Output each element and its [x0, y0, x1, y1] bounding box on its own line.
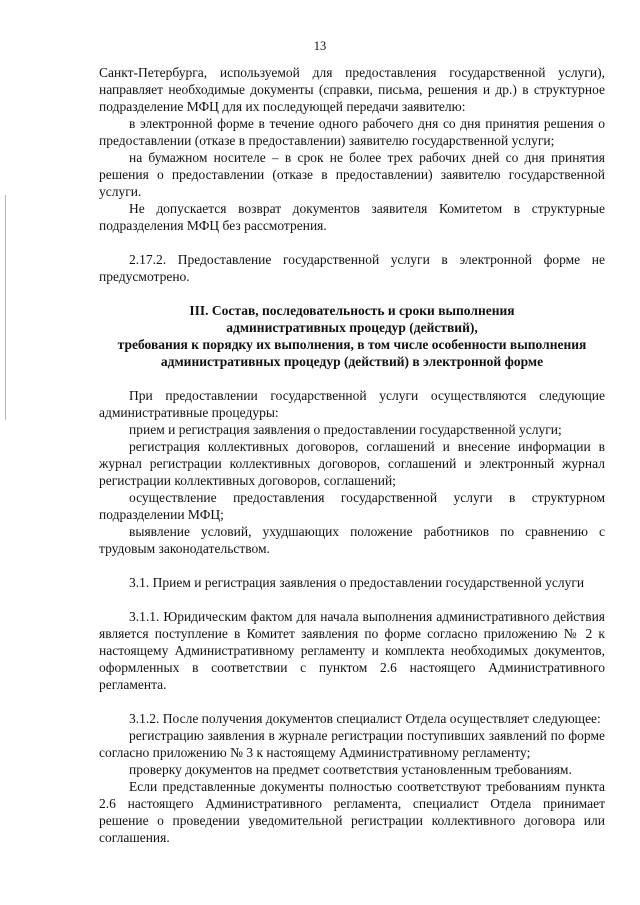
paragraph: на бумажном носителе – в срок не более трех рабочих дней со дня принятия решения о предоставлении (отказе в предоставлении) заявителю государственной услуги.: [99, 150, 605, 199]
procedure-item: выявление условий, ухудшающих положение работников по сравнению с трудовым законодательством.: [99, 524, 605, 556]
procedure-item: прием и регистрация заявления о предоставлении государственной услуги;: [129, 422, 562, 437]
paragraph-3-1-2: 3.1.2. После получения документов специалист Отдела осуществляет следующее:: [129, 711, 601, 726]
section-heading-line: административных процедур (действий),: [226, 320, 478, 335]
section-heading-line: административных процедур (действий) в электронной форме: [160, 354, 544, 369]
procedures-intro: При предоставлении государственной услуги осуществляются следующие административные процедуры:: [99, 388, 605, 420]
page-edge-line: [5, 195, 6, 420]
page-number: 13: [313, 39, 327, 53]
step-item: регистрацию заявления в журнале регистрации поступивших заявлений по форме согласно приложению № 3 к настоящему Административному регламенту;: [99, 728, 605, 760]
paragraph: Если представленные документы полностью соответствуют требованиям пункта 2.6 настоящего Административного регламента, специалист Отдела принимает решение о проведении уведомительной регистрации коллективного договора или соглашения.: [99, 779, 605, 845]
paragraph-2-17-2: 2.17.2. Предоставление государственной услуги в электронной форме не предусмотрено.: [99, 252, 605, 284]
section-heading: [99, 302, 605, 370]
paragraph-3-1-1: 3.1.1. Юридическим фактом для начала выполнения административного действия является поступление в Комитет заявления по форме согласно приложению № 2 к настоящему Административному регламенту и комплекта необходимых документов, оформленных в соответствии с пунктом 2.6 настоящего Административного регламента.: [99, 609, 605, 692]
procedure-item: регистрация коллективных договоров, соглашений и внесение информации в журнал регистрации коллективных договоров, соглашений и электронный журнал регистрации коллективных договоров, соглашений;: [99, 439, 605, 488]
procedure-item: осуществление предоставления государственной услуги в структурном подразделении МФЦ;: [99, 490, 605, 522]
paragraph: Санкт-Петербурга, используемой для предоставления государственной услуги), направляет необходимые документы (справки, письма, решения и др.) в структурное подразделение МФЦ для их последующей передачи заявителю:: [99, 65, 605, 114]
document-body: [99, 64, 605, 846]
paragraph: Не допускается возврат документов заявителя Комитетом в структурные подразделения МФЦ без рассмотрения.: [99, 201, 605, 233]
subsection-3-1-title: 3.1. Прием и регистрация заявления о предоставлении государственной услуги: [129, 575, 585, 590]
section-heading-line: требования к порядку их выполнения, в том числе особенности выполнения: [117, 337, 587, 352]
step-item: проверку документов на предмет соответствия установленным требованиям.: [129, 762, 572, 777]
paragraph: в электронной форме в течение одного рабочего дня со дня принятия решения о предоставлении (отказе в предоставлении) заявителю государственной услуги;: [99, 116, 605, 148]
section-heading-line: III. Состав, последовательность и сроки выполнения: [189, 303, 515, 318]
